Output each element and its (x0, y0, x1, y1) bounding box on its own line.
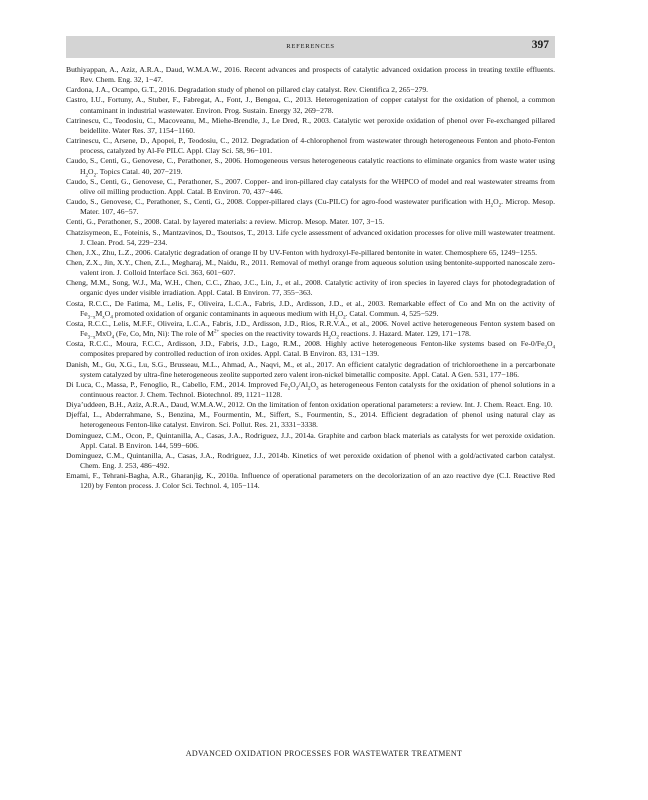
reference-entry: Di Luca, C., Massa, P., Fenoglio, R., Cabello, F.M., 2014. Improved $Fe_2O_3/Al_2O_3$ as heterogeneous Fenton catalysts for the oxidation of phenol solutions in a continuous reactor. J. Chem. Technol. Biotechnol. 89, 1121−1128. (66, 379, 555, 399)
reference-entry: Diya’uddeen, B.H., Aziz, A.R.A., Daud, W.M.A.W., 2012. On the limitation of fenton oxidation operational parameters: a review. Int. J. Chem. React. Eng. 10. (66, 400, 553, 410)
reference-entry: Catrinescu, C., Arsene, D., Apopei, P., Teodosiu, C., 2012. Degradation of 4-chlorophenol from wastewater through heterogeneous Fenton and photo-Fenton process, catalyzed by Al-Fe PILC. Appl. Clay Sci. 58, 96−101. (66, 136, 555, 156)
reference-entry: Danish, M., Gu, X.G., Lu, S.G., Brusseau, M.L., Ahmad, A., Naqvi, M., et al., 2017. An efficient catalytic degradation of trichloroethene in a percarbonate system catalyzed by ultra-fine heterogeneous zeolite supported zero valent iron-nickel bimetallic composite. Appl. Catal. A Gen. 531, 177−186. (66, 359, 555, 379)
page-number: 397 (531, 39, 549, 51)
reference-entry: Buthiyappan, A., Aziz, A.R.A., Daud, W.M.A.W., 2016. Recent advances and prospects of catalytic advanced oxidation process in treating textile effluents. Rev. Chem. Eng. 32, 1−47. (66, 65, 555, 85)
reference-entry: Chen, Z.X., Jin, X.Y., Chen, Z.L., Megharaj, M., Naidu, R., 2011. Removal of methyl orange from aqueous solution using bentonite-supported nanoscale zero-valent iron. J. Colloid Interface Sci. 363, 601−607. (66, 257, 555, 278)
reference-list (66, 65, 555, 492)
book-title-footer: ADVANCED OXIDATION PROCESSES FOR WASTEWATER TREATMENT (185, 749, 463, 758)
page-header (66, 36, 555, 58)
reference-entry: Costa, R.C.C., Lelis, M.F.F., Oliveira, L.C.A., Fabris, J.D., Ardisson, J.D., Rios, R.R.V.A., et al., 2006. Novel active heterogeneous Fenton system based on $Fe_{3-x}MxO_4$ (Fe, Co, Mn, Ni): The role of $M^{2+}$ species on the reactivity towards $H_2O_2$ reactions. J. Hazard. Mater. 129, 171−178. (66, 318, 555, 341)
reference-entry: Cheng, M.M., Song, W.J., Ma, W.H., Chen, C.C., Zhao, J.C., Lin, J., et al., 2008. Catalytic activity of iron species in layered clays for photodegradation of organic dyes under visible irradiation. Appl. Catal. B Environ. 77, 355−363. (66, 278, 555, 298)
reference-entry: Djeffal, L., Abderrahmane, S., Benzina, M., Fourmentin, M., Siffert, S., Fourmentin, S., 2014. Efficient degradation of phenol using natural clay as heterogeneous Fenton-like catalyst. Environ. Sci. Pollut. Res. 21, 3331−3338. (66, 410, 555, 430)
reference-entry: Chen, J.X., Zhu, L.Z., 2006. Catalytic degradation of orange II by UV-Fenton with hydroxyl-Fe-pillared bentonite in water. Chemosphere 65, 1249−1255. (66, 247, 538, 257)
reference-entry: Dominguez, C.M., Quintanilla, A., Casas, J.A., Rodriguez, J.J., 2014b. Kinetics of wet peroxide oxidation of phenol with a gold/activated carbon catalyst. Chem. Eng. J. 253, 486−492. (66, 450, 555, 471)
reference-entry: Centi, G., Perathoner, S., 2008. Catal. by layered materials: a review. Microp. Mesop. Mater. 107, 3−15. (66, 217, 385, 227)
reference-entry: Dominguez, C.M., Ocon, P., Quintanilla, A., Casas, J.A., Rodriguez, J.J., 2014a. Graphite and carbon black materials as catalysts for wet peroxide oxidation. Appl. Catal. B Environ. 144, 599−606. (66, 430, 555, 450)
reference-entry: Costa, R.C.C., De Fatima, M., Lelis, F., Oliveira, L.C.A., Fabris, J.D., Ardisson, J.D., et al., 2003. Remarkable effect of Co and Mn on the activity of $Fe_{3-x}M_xO_4$ promoted oxidation of organic contaminants in aqueous medium with $H_2O_2$. Catal. Commun. 4, 525−529. (66, 298, 555, 321)
reference-entry: Caudo, S., Centi, G., Genovese, C., Perathoner, S., 2006. Homogeneous versus heterogeneous catalytic reactions to eliminate organics from waste water using $H_2O_2$. Topics Catal. 40, 207−219. (66, 156, 555, 179)
reference-entry: Catrinescu, C., Teodosiu, C., Macoveanu, M., Miehe-Brendle, J., Le Dred, R., 2003. Catalytic wet peroxide oxidation of phenol over Fe-exchanged pillared beidellite. Water Res. 37, 1154−1160. (66, 115, 555, 135)
reference-entry: Chatzisymeon, E., Foteinis, S., Mantzavinos, D., Tsoutsos, T., 2013. Life cycle assessment of advanced oxidation processes for olive mill wastewater treatment. J. Clean. Prod. 54, 229−234. (66, 227, 555, 247)
running-title: REFERENCES (286, 43, 335, 50)
reference-entry: Cardona, J.A., Ocampo, G.T., 2016. Degradation study of phenol on pillared clay catalyst. Rev. Cientifica 2, 265−279. (66, 85, 429, 95)
reference-entry: Caudo, S., Genovese, C., Perathoner, S., Centi, G., 2008. Copper-pillared clays (Cu-PILC) for agro-food wastewater purification with $H_2O_2$. Microp. Mesop. Mater. 107, 46−57. (66, 197, 555, 217)
reference-entry: Caudo, S., Centi, G., Genovese, C., Perathoner, S., 2007. Copper- and iron-pillared clay catalysts for the WHPCO of model and real wastewater streams from olive oil milling production. Appl. Catal. B Environ. 70, 437−446. (66, 176, 555, 196)
reference-entry: Castro, I.U., Fortuny, A., Stuber, F., Fabregat, A., Font, J., Bengoa, C., 2013. Heterogenization of copper catalyst for the oxidation of phenol, a common contaminant in industrial wastewater. Environ. Prog. Sustain. Energy 32, 269−278. (66, 95, 555, 115)
reference-entry: Emami, F., Tehrani-Bagha, A.R., Gharanjig, K., 2010a. Influence of operational parameters on the decolorization of an azo reactive dye (C.I. Reactive Red 120) by Fenton process. J. Color Sci. Technol. 4, 105−114. (66, 471, 555, 491)
reference-entry: Costa, R.C.C., Moura, F.C.C., Ardisson, J.D., Fabris, J.D., Lago, R.M., 2008. Highly active heterogeneous Fenton-like systems based on $Fe-0/Fe_3O_4$ composites prepared by controlled reduction of iron oxides. Appl. Catal. B Environ. 83, 131−139. (66, 339, 555, 359)
